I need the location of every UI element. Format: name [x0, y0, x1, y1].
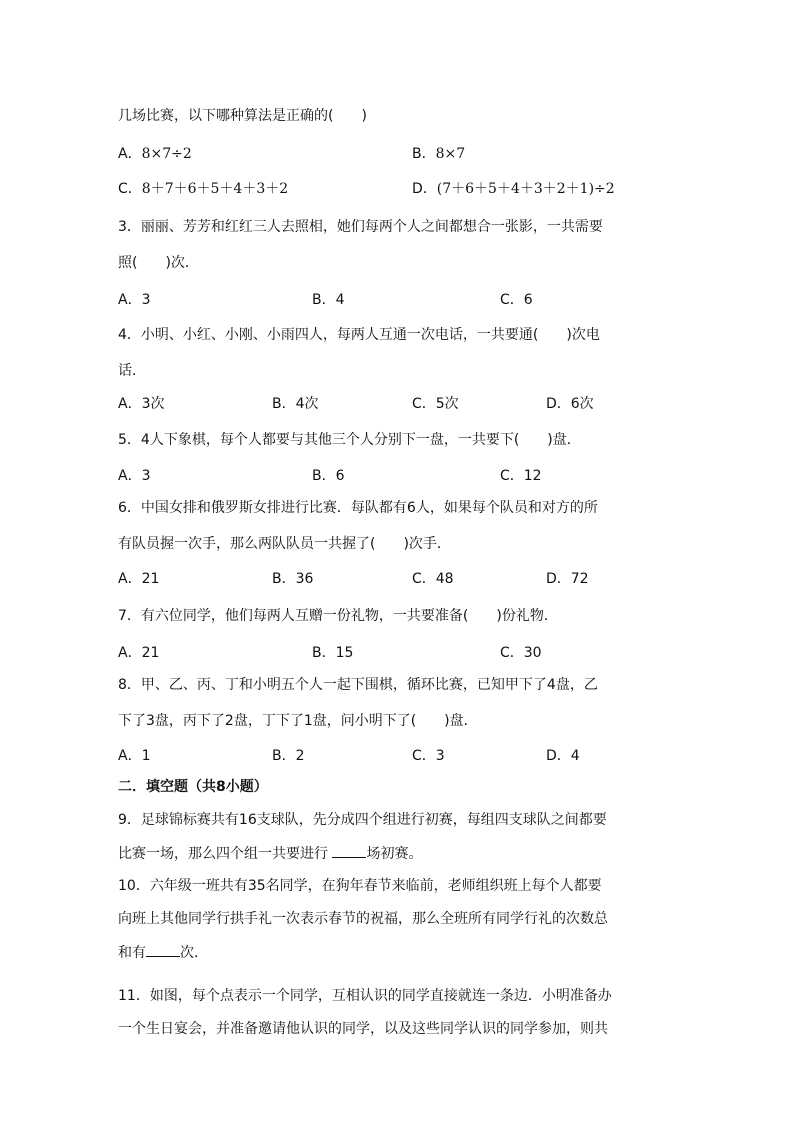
- q4-option-d[interactable]: D．6次: [546, 396, 594, 412]
- q7-option-c[interactable]: C．30: [500, 645, 542, 661]
- q2-option-b-label: B．: [412, 146, 436, 162]
- q9-text-after-blank: 场初赛。: [366, 846, 423, 862]
- q8-stem-line2: 下了3盘，丙下了2盘，丁下了1盘，问小明下了( )盘．: [118, 713, 478, 729]
- q4-option-a[interactable]: A．3次: [118, 396, 165, 412]
- q9-stem-line2: [118, 843, 422, 864]
- q8-option-b[interactable]: B．2: [272, 748, 305, 764]
- q2-option-c-text: 8＋7＋6＋5＋4＋3＋2: [141, 181, 289, 197]
- q2-stem-continuation: 几场比赛，以下哪种算法是正确的( ): [118, 108, 367, 124]
- q3-option-c[interactable]: C．6: [500, 292, 533, 308]
- section-2-heading: 二．填空题（共8小题）: [118, 779, 268, 795]
- q7-option-a[interactable]: A．21: [118, 645, 160, 661]
- q2-option-a-text: 8×7÷2: [141, 146, 192, 162]
- q5-option-b[interactable]: B．6: [312, 468, 345, 484]
- q8-option-a[interactable]: A．1: [118, 748, 151, 764]
- q10-text-before-blank: 和有: [118, 945, 146, 961]
- q2-option-a[interactable]: [118, 144, 192, 164]
- q8-option-c[interactable]: C．3: [412, 748, 445, 764]
- q4-option-c[interactable]: C．5次: [412, 396, 459, 412]
- q7-stem-line1: 7．有六位同学，他们每两人互赠一份礼物，一共要准备( )份礼物．: [118, 608, 558, 624]
- q4-stem-line2: 话．: [118, 363, 146, 379]
- q8-option-d[interactable]: D．4: [546, 748, 580, 764]
- q3-option-a[interactable]: A．3: [118, 292, 151, 308]
- q6-option-d[interactable]: D．72: [546, 571, 589, 587]
- q6-stem-line2: 有队员握一次手，那么两队队员一共握了( )次手．: [118, 536, 451, 552]
- q6-option-c[interactable]: C．48: [412, 571, 454, 587]
- q2-option-a-label: A．: [118, 146, 142, 162]
- q6-option-a[interactable]: A．21: [118, 571, 160, 587]
- q2-option-c-label: C．: [118, 181, 142, 197]
- q3-stem-line1: 3．丽丽、芳芳和红红三人去照相，她们每两个人之间都想合一张影，一共需要: [118, 219, 603, 235]
- q2-option-b-text: 8×7: [435, 146, 466, 162]
- q11-stem-line2: 一个生日宴会，并准备邀请他认识的同学，以及这些同学认识的同学参加，则共: [118, 1021, 608, 1037]
- q2-option-b[interactable]: [412, 144, 465, 164]
- q5-option-c[interactable]: C．12: [500, 468, 542, 484]
- q9-answer-blank[interactable]: [332, 843, 366, 858]
- q10-stem-line1: 10．六年级一班共有35名同学，在狗年春节来临前，老师组织班上每个人都要: [118, 878, 602, 894]
- q2-option-d[interactable]: [412, 179, 615, 199]
- q6-stem-line1: 6．中国女排和俄罗斯女排进行比赛．每队都有6人，如果每个队员和对方的所: [118, 500, 598, 516]
- q2-option-d-label: D．: [412, 181, 437, 197]
- q5-option-a[interactable]: A．3: [118, 468, 151, 484]
- q10-stem-line2: 向班上其他同学行拱手礼一次表示春节的祝福，那么全班所有同学行礼的次数总: [118, 911, 608, 927]
- q10-stem-line3: [118, 942, 208, 963]
- q10-answer-blank[interactable]: [146, 942, 180, 957]
- q4-option-b[interactable]: B．4次: [272, 396, 319, 412]
- q2-option-d-text: (7＋6＋5＋4＋3＋2＋1)÷2: [436, 181, 615, 197]
- q6-option-b[interactable]: B．36: [272, 571, 314, 587]
- q8-stem-line1: 8．甲、乙、丙、丁和小明五个人一起下围棋，循环比赛，已知甲下了4盘，乙: [118, 677, 598, 693]
- q3-option-b[interactable]: B．4: [312, 292, 345, 308]
- q11-stem-line1: 11．如图，每个点表示一个同学，互相认识的同学直接就连一条边．小明准备办: [118, 988, 612, 1004]
- q3-stem-line2: 照( )次．: [118, 255, 199, 271]
- q2-option-c[interactable]: [118, 179, 288, 199]
- q9-stem-line1: 9．足球锦标赛共有16支球队，先分成四个组进行初赛，每组四支球队之间都要: [118, 812, 607, 828]
- q4-stem-line1: 4．小明、小红、小刚、小雨四人，每两人互通一次电话，一共要通( )次电: [118, 327, 600, 343]
- q7-option-b[interactable]: B．15: [312, 645, 354, 661]
- q5-stem-line1: 5．4人下象棋，每个人都要与其他三个人分别下一盘，一共要下( )盘．: [118, 432, 581, 448]
- q9-text-before-blank: 比赛一场，那么四个组一共要进行: [118, 846, 333, 862]
- q10-text-after-blank: 次．: [180, 945, 208, 961]
